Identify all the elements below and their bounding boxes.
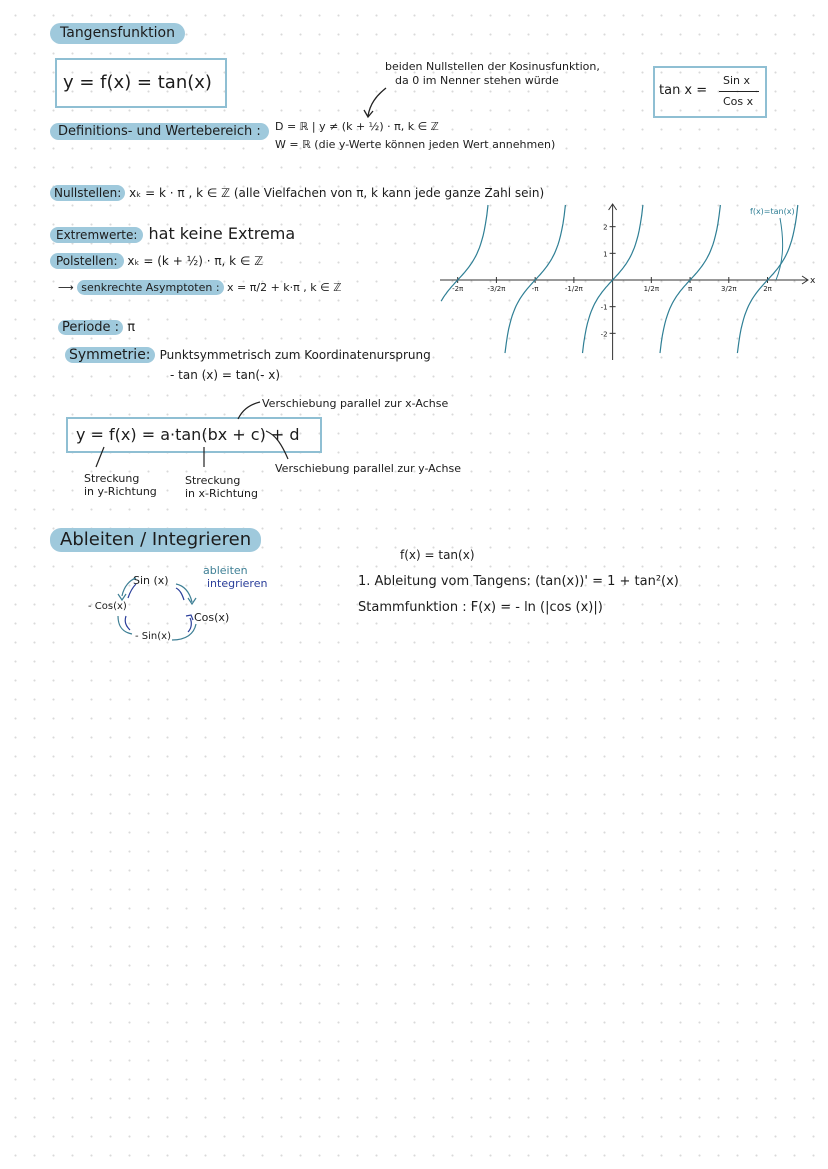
cycle-neg-cos: - Cos(x): [88, 601, 127, 612]
asymptotes-arrow: ⟶: [58, 281, 74, 294]
extrema-label: Extremwerte:: [50, 227, 143, 243]
domain-range-label: [50, 124, 269, 139]
period-text: π: [127, 320, 136, 335]
legend-derive: ableiten: [203, 564, 248, 577]
x-tick-label: π: [687, 285, 693, 293]
tan-definition-box: [653, 66, 767, 118]
page-title: Tangensfunktion: [50, 23, 185, 44]
symmetry-line: [65, 344, 431, 363]
cycle-neg-sin: - Sin(x): [135, 631, 171, 642]
nullstellen-text: xₖ = k · π , k ∈ ℤ (alle Vielfachen von π, k kann jede ganze Zahl sein): [129, 186, 545, 200]
legend-integrate: integrieren: [207, 577, 268, 590]
polstellen-line: [50, 254, 263, 268]
polstellen-label: Polstellen:: [50, 253, 124, 269]
period-label: Periode :: [58, 320, 123, 335]
definition-set: D = ℝ | y ≠ (k + ½) · π, k ∈ ℤ: [275, 120, 439, 133]
period-line: [58, 320, 135, 335]
tan-definition-denominator: Cos x: [723, 95, 754, 108]
derivative-function: f(x) = tan(x): [400, 548, 475, 562]
x-tick-label: -2π: [452, 285, 464, 293]
value-set: W = ℝ (die y-Werte können jeden Wert annehmen): [275, 138, 556, 151]
cosine-zeros-note-line2: da 0 im Nenner stehen würde: [395, 74, 559, 87]
stretch-x-line2: in x-Richtung: [185, 487, 258, 500]
x-tick-label: -π: [531, 285, 539, 293]
tan-branch: [441, 205, 488, 301]
symmetry-text: Punktsymmetrisch zum Koordinatenursprung: [159, 348, 431, 362]
y-tick-label: 1: [603, 250, 608, 259]
cosine-zeros-note-line1: beiden Nullstellen der Kosinusfunktion,: [385, 60, 600, 73]
stretch-y-line1: Streckung: [84, 472, 140, 485]
main-formula-box: y = f(x) = tan(x): [55, 58, 227, 108]
symmetry-label: Symmetrie:: [65, 347, 155, 363]
first-derivative: 1. Ableitung vom Tangens: (tan(x))' = 1 + tan²(x): [358, 574, 679, 589]
note-arrow: [362, 86, 392, 120]
asymptotes-line: [58, 281, 341, 294]
nullstellen-line: [50, 186, 544, 200]
cycle-cos: Cos(x): [194, 611, 230, 624]
x-tick-label: 2π: [763, 285, 772, 293]
x-tick-label: 1/2π: [643, 285, 660, 293]
shift-x-annotation: Verschiebung parallel zur x-Achse: [262, 397, 449, 410]
nullstellen-label: Nullstellen:: [50, 185, 125, 201]
x-tick-label: -1/2π: [564, 285, 583, 293]
derivative-section-title: Ableiten / Integrieren: [50, 528, 261, 552]
stretch-y-annotation: [84, 472, 157, 498]
series-label-pointer: [776, 218, 783, 280]
series-label: f(x)=tan(x): [750, 207, 795, 216]
y-tick-label: -1: [600, 303, 608, 312]
tan-branch: [660, 205, 720, 353]
x-tick-label: 3/2π: [721, 285, 737, 293]
domain-range-highlight: Definitions- und Wertebereich :: [50, 123, 269, 140]
extrema-text: hat keine Extrema: [148, 224, 296, 243]
stretch-y-line2: in y-Richtung: [84, 485, 157, 498]
x-axis-label: x: [810, 276, 816, 286]
asymptotes-label: senkrechte Asymptoten :: [77, 280, 223, 295]
tan-definition-lhs: tan x =: [659, 83, 708, 98]
cycle-sin: Sin (x): [133, 574, 169, 587]
stretch-x-annotation: [185, 474, 258, 500]
tan-graph: [440, 200, 820, 360]
cosine-zeros-note: [385, 60, 600, 88]
y-tick-label: 2: [603, 223, 608, 232]
antiderivative: Stammfunktion : F(x) = - ln (|cos (x)|): [358, 600, 603, 615]
tan-definition-numerator: Sin x: [723, 74, 751, 87]
x-tick-label: -3/2π: [487, 285, 506, 293]
derivative-cycle-arrows: [100, 570, 210, 650]
stretch-x-line1: Streckung: [185, 474, 241, 487]
general-formula-box: y = f(x) = a·tan(bx + c) + d: [66, 417, 322, 453]
shift-y-annotation: Verschiebung parallel zur y-Achse: [275, 462, 462, 475]
symmetry-formula: - tan (x) = tan(- x): [170, 368, 281, 382]
asymptotes-text: x = π/2 + k·π , k ∈ ℤ: [227, 281, 342, 294]
y-tick-label: -2: [600, 330, 608, 339]
fraction-bar: [719, 91, 759, 92]
polstellen-text: xₖ = (k + ½) · π, k ∈ ℤ: [127, 254, 264, 268]
extrema-line: [50, 224, 295, 243]
